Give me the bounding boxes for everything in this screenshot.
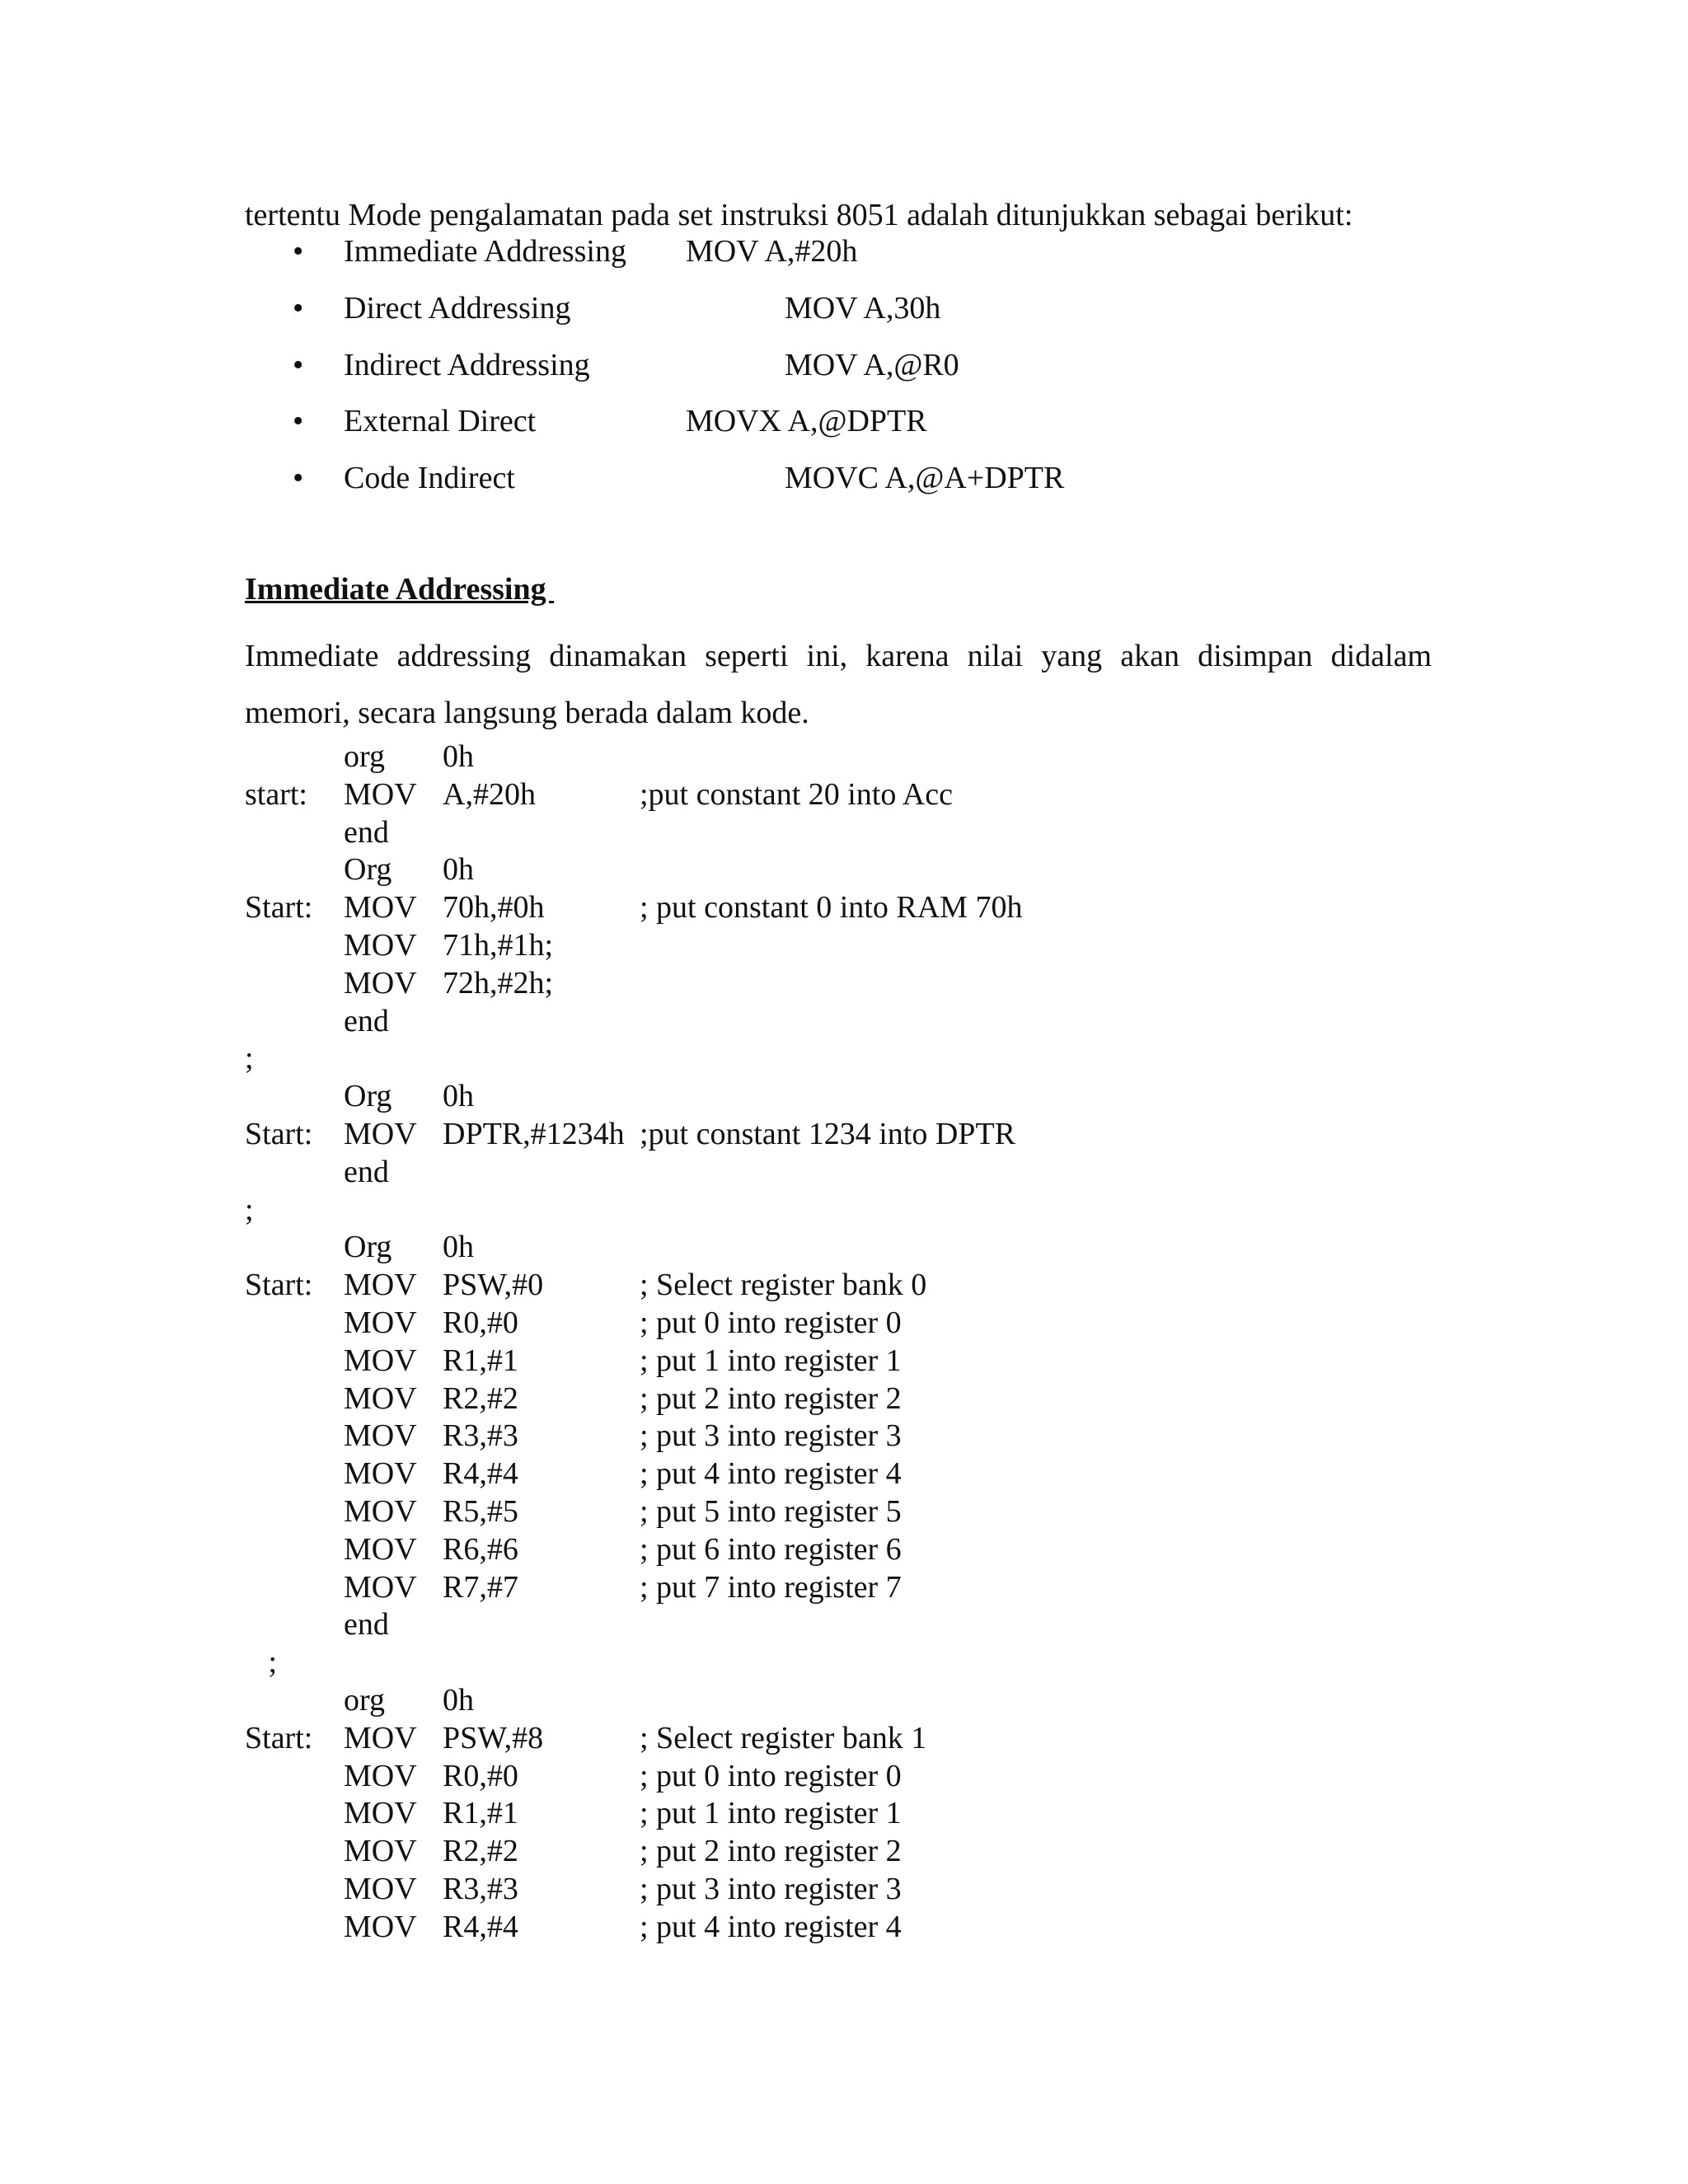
code-opcode: Org [344,852,392,888]
code-label: ; [245,1645,278,1680]
code-comment: ; put 5 into register 5 [640,1493,902,1529]
mode-name: Immediate Addressing [344,234,626,269]
code-operand: R1,#1 [443,1796,518,1831]
code-operand: DPTR,#1234h [443,1116,625,1151]
code-operand: R3,#3 [443,1871,518,1906]
code-listing [0,738,1688,1947]
code-operand: A,#20h [443,776,536,812]
code-comment: ; put 1 into register 1 [640,1796,902,1831]
code-opcode: Org [344,1079,392,1114]
code-operand: R6,#6 [443,1531,518,1567]
code-label: start: [245,776,307,812]
code-line [0,1192,1688,1230]
bullet-icon: • [293,234,304,269]
code-operand: R4,#4 [443,1909,518,1944]
mode-name: Direct Addressing [344,291,571,326]
code-line [0,738,1688,776]
code-comment: ; put 2 into register 2 [640,1834,902,1869]
code-opcode: MOV [344,1796,417,1831]
code-opcode: MOV [344,1909,417,1944]
code-opcode: end [344,1154,389,1189]
mode-name: Indirect Addressing [344,348,590,382]
mode-example: MOV A,@R0 [785,348,959,382]
code-comment: ; Select register bank 1 [640,1720,927,1755]
code-line [0,965,1688,1003]
code-line [0,776,1688,814]
mode-example: MOVX A,@DPTR [686,404,927,438]
bullet-icon: • [293,348,304,382]
mode-example: MOV A,30h [785,291,941,326]
code-line [0,1116,1688,1154]
code-opcode: MOV [344,1456,417,1492]
code-comment: ; put 2 into register 2 [640,1380,902,1416]
code-opcode: org [344,739,385,774]
code-line [0,1531,1688,1569]
code-label: ; [245,1041,254,1076]
code-comment: ; put 3 into register 3 [640,1418,902,1454]
code-operand: R1,#1 [443,1343,518,1378]
code-line [0,851,1688,889]
code-label: Start: [245,1116,313,1151]
code-comment: ; put 7 into register 7 [640,1569,902,1605]
code-opcode: MOV [344,1834,417,1869]
mode-example: MOVC A,@A+DPTR [785,461,1065,495]
code-line [0,1343,1688,1380]
code-comment: ;put constant 20 into Acc [640,776,953,812]
code-line [0,1267,1688,1305]
code-line [0,1154,1688,1192]
code-operand: R0,#0 [443,1758,518,1793]
code-line [0,1305,1688,1343]
paragraph-line: Immediate addressing dinamakan seperti ini, karena nilai yang akan disimpan didalam [245,639,1432,673]
code-operand: 0h [443,852,474,888]
code-operand: 0h [443,1079,474,1114]
code-label: Start: [245,1268,313,1303]
mode-name: External Direct [344,404,537,438]
code-opcode: MOV [344,1343,417,1378]
code-line [0,1569,1688,1607]
code-label: ; [245,1192,254,1227]
code-operand: R4,#4 [443,1456,518,1492]
code-operand: R5,#5 [443,1493,518,1529]
code-comment: ; put 1 into register 1 [640,1343,902,1378]
code-comment: ; Select register bank 0 [640,1268,927,1303]
code-line [0,1606,1688,1644]
code-opcode: end [344,1003,389,1038]
code-line [0,1078,1688,1116]
paragraph-line: memori, secara langsung berada dalam kode. [245,696,809,730]
code-opcode: MOV [344,890,417,926]
code-opcode: MOV [344,1418,417,1454]
code-comment: ;put constant 1234 into DPTR [640,1116,1015,1151]
code-operand: 72h,#2h; [443,965,554,1001]
code-opcode: Org [344,1230,392,1265]
mode-example: MOV A,#20h [686,234,858,269]
intro-text: tertentu Mode pengalamatan pada set instruksi 8051 adalah ditunjukkan sebagai berikut: [245,198,1353,232]
code-line [0,1380,1688,1418]
code-operand: 0h [443,739,474,774]
code-opcode: end [344,1607,389,1643]
code-line [0,1040,1688,1078]
code-operand: R3,#3 [443,1418,518,1454]
code-comment: ; put 4 into register 4 [640,1456,902,1492]
code-opcode: MOV [344,1569,417,1605]
code-comment: ; put 0 into register 0 [640,1305,902,1340]
code-opcode: MOV [344,1758,417,1793]
code-opcode: MOV [344,1380,417,1416]
code-line [0,889,1688,927]
code-operand: R0,#0 [443,1305,518,1340]
section-heading: Immediate Addressing [245,572,555,607]
code-opcode: MOV [344,1871,417,1906]
code-line [0,1229,1688,1267]
code-operand: 70h,#0h [443,890,545,926]
code-line [0,1418,1688,1455]
code-line [0,1758,1688,1796]
body-paragraph [245,628,1432,742]
code-opcode: MOV [344,1305,417,1340]
code-line [0,1003,1688,1041]
code-label: Start: [245,890,313,926]
code-line [0,1720,1688,1758]
code-opcode: MOV [344,1493,417,1529]
code-operand: R7,#7 [443,1569,518,1605]
code-operand: R2,#2 [443,1380,518,1416]
code-opcode: MOV [344,927,417,963]
code-operand: 71h,#1h; [443,927,554,963]
code-line [0,1909,1688,1947]
code-comment: ; put 6 into register 6 [640,1531,902,1567]
code-line [0,1795,1688,1833]
code-opcode: MOV [344,1268,417,1303]
code-line [0,1644,1688,1682]
code-opcode: org [344,1682,385,1718]
code-operand: 0h [443,1230,474,1265]
code-line [0,1455,1688,1493]
code-operand: PSW,#0 [443,1268,544,1303]
bullet-icon: • [293,461,304,495]
code-opcode: MOV [344,1531,417,1567]
code-line [0,1493,1688,1531]
bullet-icon: • [293,291,304,326]
code-line [0,1682,1688,1720]
bullet-icon: • [293,404,304,438]
code-opcode: MOV [344,1720,417,1755]
mode-name: Code Indirect [344,461,515,495]
code-opcode: MOV [344,1116,417,1151]
code-opcode: MOV [344,965,417,1001]
code-comment: ; put 3 into register 3 [640,1871,902,1906]
code-line [0,1833,1688,1871]
code-operand: 0h [443,1682,474,1718]
code-line [0,927,1688,965]
code-opcode: end [344,814,389,850]
code-comment: ; put constant 0 into RAM 70h [640,890,1023,926]
code-operand: R2,#2 [443,1834,518,1869]
code-comment: ; put 4 into register 4 [640,1909,902,1944]
code-operand: PSW,#8 [443,1720,544,1755]
code-opcode: MOV [344,776,417,812]
code-line [0,1871,1688,1909]
code-line [0,814,1688,852]
code-label: Start: [245,1720,313,1755]
code-comment: ; put 0 into register 0 [640,1758,902,1793]
